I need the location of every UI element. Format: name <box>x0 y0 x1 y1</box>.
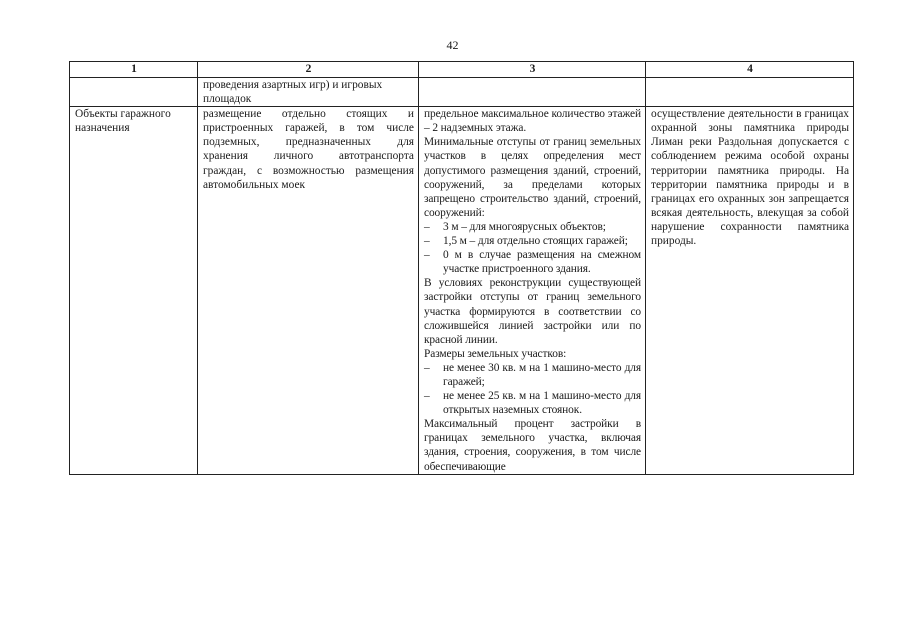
column-header-2: 2 <box>198 62 419 78</box>
table-header-row <box>70 62 854 78</box>
list-item <box>424 361 641 389</box>
table-cell <box>419 78 646 107</box>
table-cell-restrictions: осуществление деятельности в границах охранной зоны памятника природы Лиман реки Раздольная допускается с соблюдением режима особой охраны территории памятника природы. На территории памятника природы и в границах его охранных зон запрещается всякая деятельность, влекущая за собой нарушение сохранности памятника природы. <box>646 107 854 474</box>
column-header-3: 3 <box>419 62 646 78</box>
dash-bullet-icon: – <box>424 361 430 374</box>
regulations-table <box>69 61 854 475</box>
table-cell-parameters <box>419 107 646 474</box>
table-row-continued <box>70 78 854 107</box>
setbacks-intro-text: Минимальные отступы от границ земельных участков в целях определения мест допустимого размещения зданий, строений, сооружений, за пределами которых запрещено строительство зданий, строений, сооружений: <box>424 136 641 219</box>
dash-bullet-icon: – <box>424 235 430 248</box>
list-item <box>424 220 641 234</box>
dash-bullet-icon: – <box>424 390 430 403</box>
max-coverage-text: Максимальный процент застройки в границах земельного участка, включая здания, строения, сооружения, в том числе обеспечивающие <box>424 418 641 473</box>
page-number: 42 <box>446 38 459 52</box>
table-cell-object-type: Объекты гаражного назначения <box>70 107 198 474</box>
table-cell <box>70 78 198 107</box>
column-header-4: 4 <box>646 62 854 78</box>
dash-bullet-icon: – <box>424 220 430 233</box>
list-item-text: 1,5 м – для отдельно стоящих гаражей; <box>443 235 628 248</box>
table-cell <box>646 78 854 107</box>
table-cell-permitted-use: размещение отдельно стоящих и пристроенных гаражей, в том числе подземных, предназначенных для хранения личного автотранспорта граждан, с возможностью размещения автомобильных моек <box>198 107 419 474</box>
list-item <box>424 234 641 248</box>
table-row-garage <box>70 107 854 474</box>
list-item-text: не менее 25 кв. м на 1 машино-место для открытых наземных стоянок. <box>443 390 641 417</box>
list-item-text: не менее 30 кв. м на 1 машино-место для гаражей; <box>443 361 641 388</box>
plot-sizes-intro-text: Размеры земельных участков: <box>424 347 567 360</box>
reconstruction-text: В условиях реконструкции существующей застройки отступы от границ земельного участка формируются в соответствии со сложившейся линией застройки или по красной линии. <box>424 277 641 346</box>
list-item <box>424 248 641 276</box>
max-floors-text: предельное максимальное количество этажей – 2 надземных этажа. <box>424 108 641 135</box>
column-header-1: 1 <box>70 62 198 78</box>
list-item-text: 0 м в случае размещения на смежном участке пристроенного здания. <box>443 249 641 276</box>
list-item <box>424 389 641 417</box>
list-item-text: 3 м – для многоярусных объектов; <box>443 220 606 233</box>
table-cell-use-continued: проведения азартных игр) и игровых площадок <box>198 78 419 107</box>
dash-bullet-icon: – <box>424 249 430 262</box>
